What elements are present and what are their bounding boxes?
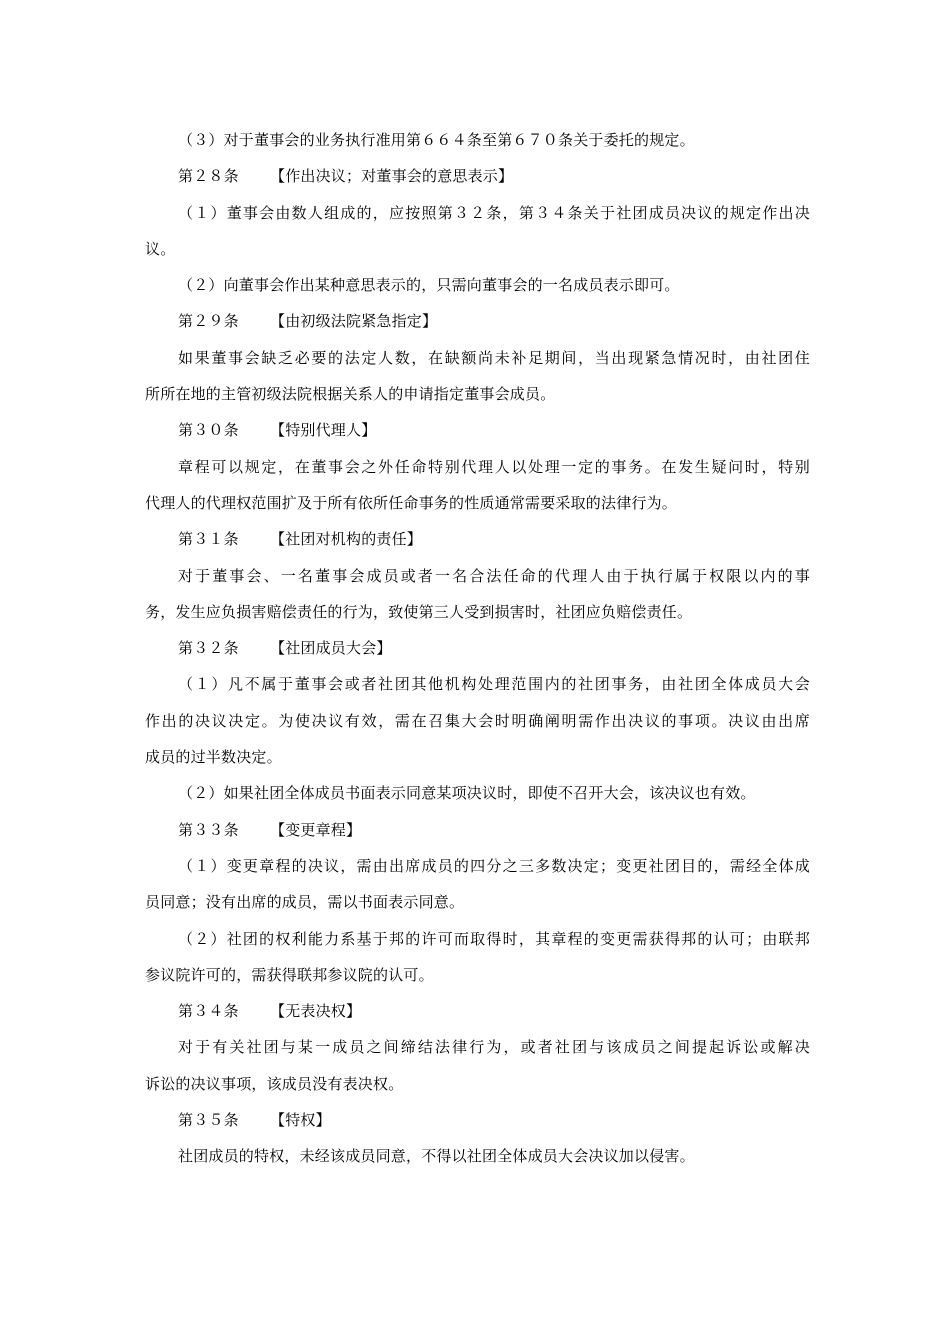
- paragraph-line: （１）凡不属于董事会或者社团其他机构处理范围内的社团事务，由社团全体成员大会: [178, 675, 810, 694]
- article-number: 第３１条: [178, 530, 239, 549]
- article-heading: [145, 812, 810, 848]
- paragraph-line: （１）变更章程的决议，需由出席成员的四分之三多数决定；变更社团目的，需经全体成: [178, 856, 810, 875]
- article-title: 【社团成员大会】: [270, 639, 392, 658]
- document-page: [145, 122, 810, 1175]
- paragraph-line: 务，发生应负损害赔偿责任的行为，致使第三人受到损害时，社团应负赔偿责任。: [145, 602, 693, 621]
- article-number: 第３２条: [178, 639, 239, 658]
- paragraph-line: （２）如果社团全体成员书面表示同意某项决议时，即使不召开大会，该决议也有效。: [178, 784, 756, 803]
- article-heading: [145, 630, 810, 666]
- paragraph-line: （３）对于董事会的业务执行准用第６６４条至第６７０条关于委托的规定。: [178, 131, 695, 149]
- article-number: 第３４条: [178, 1002, 239, 1021]
- article-heading: [145, 521, 810, 557]
- article-title: 【特权】: [270, 1111, 331, 1130]
- paragraph-line: （１）董事会由数人组成的，应按照第３２条，第３４条关于社团成员决议的规定作出决: [178, 203, 810, 222]
- article-heading: [145, 303, 810, 339]
- paragraph-line: （２）向董事会作出某种意思表示的，只需向董事会的一名成员表示即可。: [178, 276, 680, 295]
- article-heading: [145, 993, 810, 1029]
- article-number: 第３３条: [178, 820, 239, 839]
- article-title: 【由初级法院紧急指定】: [270, 312, 438, 331]
- paragraph-line: 诉讼的决议事项，该成员没有表决权。: [145, 1074, 404, 1093]
- paragraph-line: 议。: [145, 239, 176, 258]
- paragraph-line: 参议院许可的，需获得联邦参议院的认可。: [145, 965, 434, 984]
- article-title: 【变更章程】: [270, 820, 362, 839]
- article-number: 第３０条: [178, 421, 239, 440]
- article-number: 第２８条: [178, 167, 239, 186]
- article-number: 第３５条: [178, 1111, 239, 1130]
- paragraph-line: 成员的过半数决定。: [145, 748, 282, 767]
- paragraph-line: 如果董事会缺乏必要的法定人数，在缺额尚未补足期间，当出现紧急情况时，由社团住: [178, 348, 810, 367]
- paragraph-line: 作出的决议决定。为使决议有效，需在召集大会时明确阐明需作出决议的事项。决议由出席: [145, 711, 810, 730]
- article-title: 【社团对机构的责任】: [270, 530, 423, 549]
- paragraph-line: （２）社团的权利能力系基于邦的许可而取得时，其章程的变更需获得邦的认可；由联邦: [178, 929, 810, 948]
- paragraph-line: 员同意；没有出席的成员，需以书面表示同意。: [145, 893, 465, 912]
- article-title: 【作出决议；对董事会的意思表示】: [270, 167, 514, 186]
- article-title: 【无表决权】: [270, 1002, 362, 1021]
- paragraph-line: 社团成员的特权，未经该成员同意，不得以社团全体成员大会决议加以侵害。: [178, 1147, 695, 1166]
- article-heading: [145, 412, 810, 448]
- article-title: 【特别代理人】: [270, 421, 377, 440]
- paragraph-line: 对于董事会、一名董事会成员或者一名合法任命的代理人由于执行属于权限以内的事: [178, 566, 810, 585]
- paragraph-line: 章程可以规定，在董事会之外任命特别代理人以处理一定的事务。在发生疑问时，特别: [178, 457, 810, 476]
- paragraph-line: 对于有关社团与某一成员之间缔结法律行为，或者社团与该成员之间提起诉讼或解决: [178, 1038, 810, 1057]
- paragraph-line: 所所在地的主管初级法院根据关系人的申请指定董事会成员。: [145, 385, 556, 404]
- article-heading: [145, 1102, 810, 1138]
- article-heading: [145, 158, 810, 194]
- article-number: 第２９条: [178, 312, 239, 331]
- paragraph-line: 代理人的代理权范围扩及于所有依所任命事务的性质通常需要采取的法律行为。: [145, 493, 678, 512]
